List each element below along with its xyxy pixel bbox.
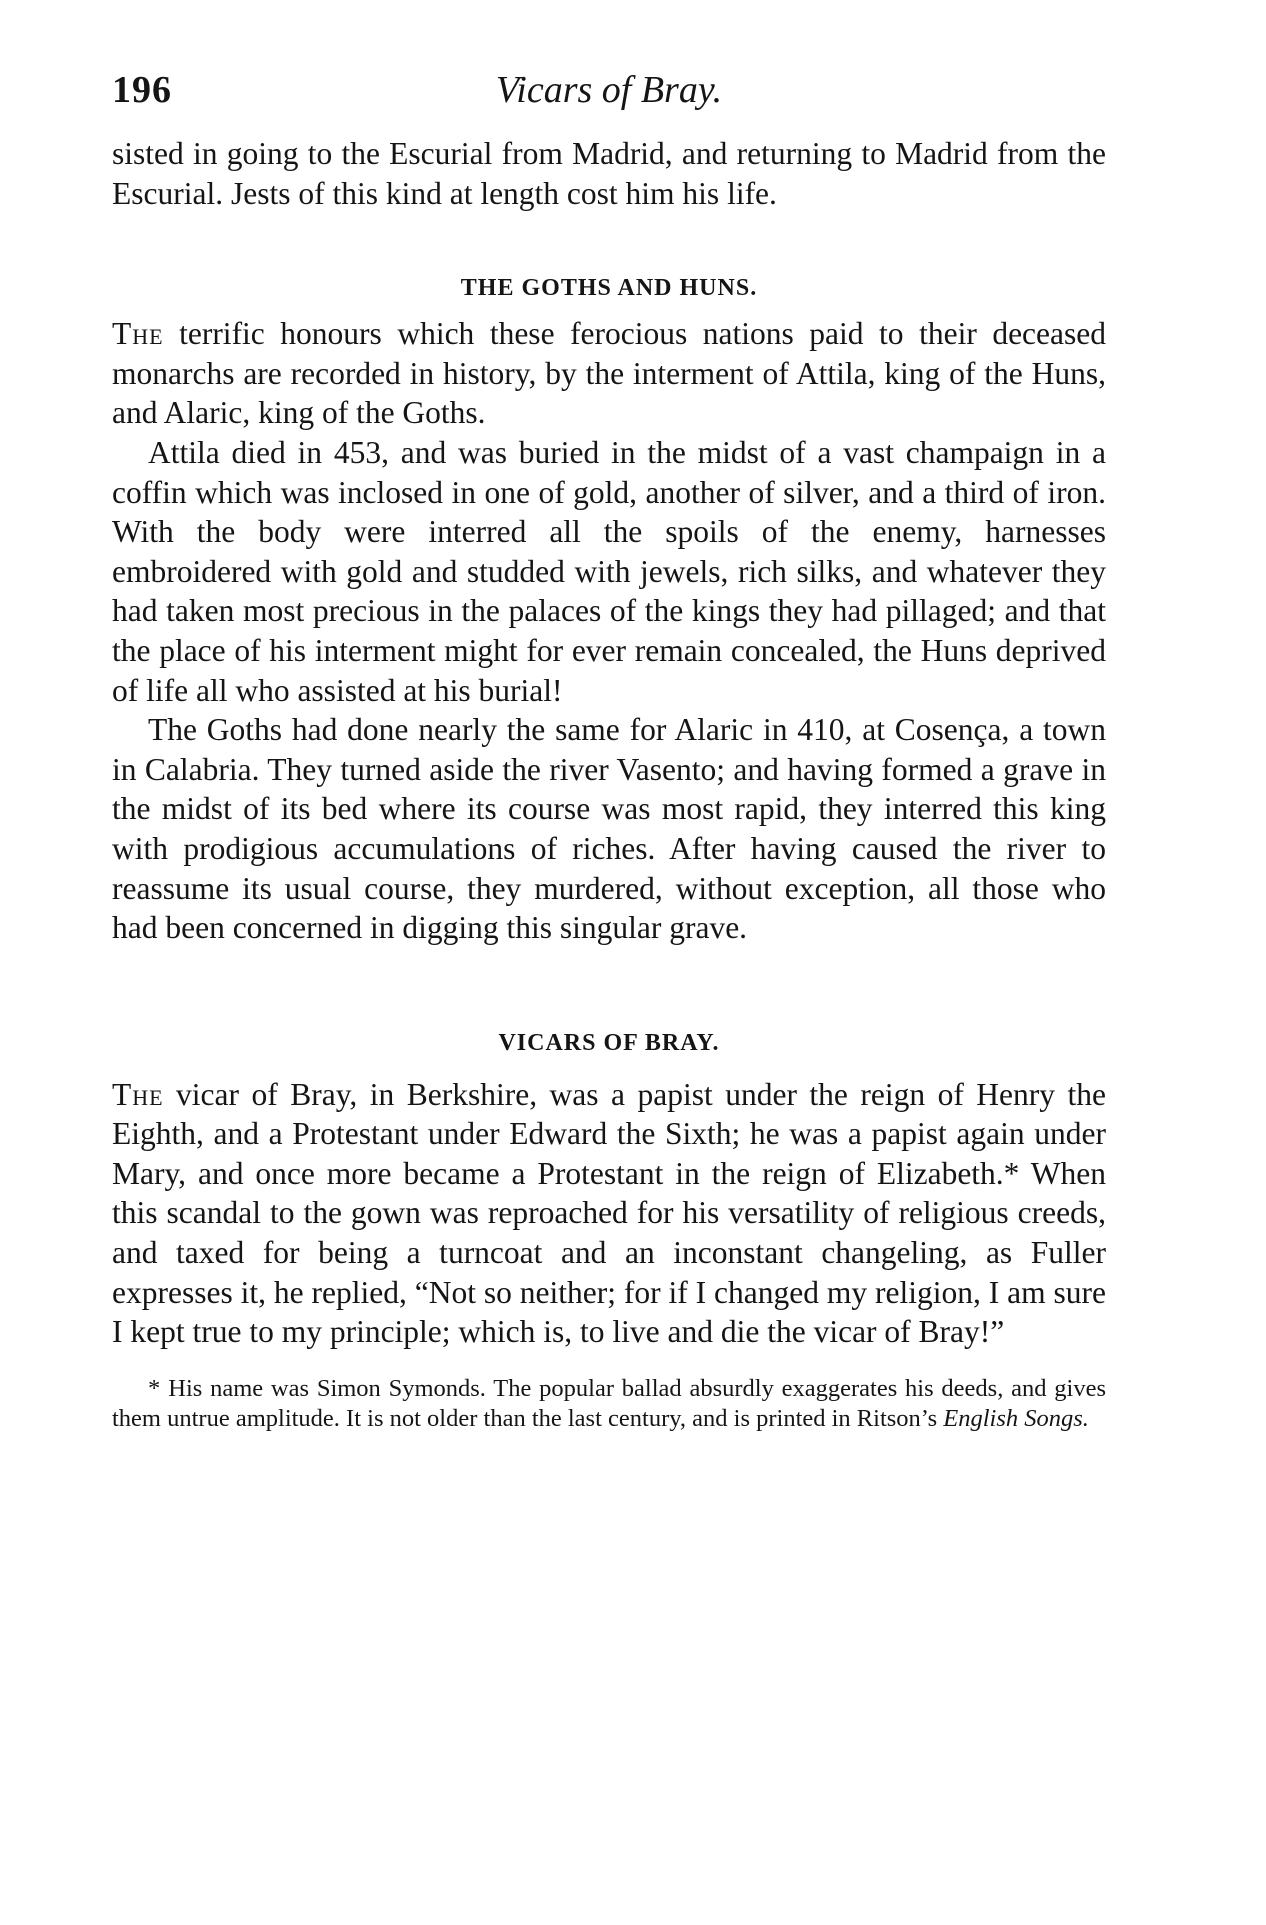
page-number: 196 [112, 69, 172, 111]
paragraph-text: vicar of Bray, in Berkshire, was a papist under the reign of Henry the Eighth, and a Protestant under Edward the Sixth; he was a papist again under Mary, and once more became a Protestant in the reign of Elizabeth.* When this scandal to the gown was reproached for his versatility of religious creeds, and taxed for being a turncoat and an inconstant changeling, as Fuller expresses it, he replied, “Not so neither; for if I changed my religion, I am sure I kept true to my principle; which is, to live and die the vicar of Bray!” [112, 1076, 1106, 1350]
section-heading-vicars-of-bray: VICARS OF BRAY. [498, 1029, 720, 1056]
running-head [112, 68, 1106, 124]
goths-huns-paragraph-3: The Goths had done nearly the same for Alaric in 410, at Cosença, a town in Calabria. They turned aside the river Vasento; and having formed a grave in the midst of its bed where its course was most rapid, they interred this king with prodigious accumulations of riches. After having caused the river to reassume its usual course, they murdered, without exception, all those who had been concerned in digging this singular grave. [112, 712, 1106, 946]
footnote-mark: * [148, 1374, 161, 1402]
footnote [112, 1374, 1106, 1434]
vicars-paragraph-1 [112, 1075, 1106, 1352]
lead-word: The [112, 316, 164, 352]
lead-word: The [112, 1076, 164, 1112]
section-heading-goths-huns: THE GOTHS AND HUNS. [460, 275, 758, 302]
paragraph-text: terrific honours which these ferocious nations paid to their deceased monarchs are recorded in history, by the interment of Attila, king of the Huns, and Alaric, king of the Goths. [112, 316, 1106, 431]
continuation-paragraph: sisted in going to the Escurial from Madrid, and returning to Madrid from the Escurial. Jests of this kind at length cost him his life. [112, 136, 1106, 211]
footnote-italic-title: English Songs. [943, 1404, 1089, 1432]
goths-huns-paragraph-1 [112, 314, 1106, 433]
goths-huns-paragraph-2: Attila died in 453, and was buried in the midst of a vast champaign in a coffin which was inclosed in one of gold, another of silver, and a third of iron. With the body were interred all the spoils of the enemy, harnesses embroidered with gold and studded with jewels, rich silks, and whatever they had taken most precious in the palaces of the kings they had pillaged; and that the place of his interment might for ever remain concealed, the Huns deprived of life all who assisted at his burial! [112, 434, 1106, 708]
footnote-text: His name was Simon Symonds. The popular ballad absurdly exaggerates his deeds, and gives them untrue amplitude. It is not older than the last century, and is printed in Ritson’s [112, 1374, 1106, 1432]
running-title: Vicars of Bray. [495, 69, 723, 111]
book-page [112, 68, 1106, 1458]
